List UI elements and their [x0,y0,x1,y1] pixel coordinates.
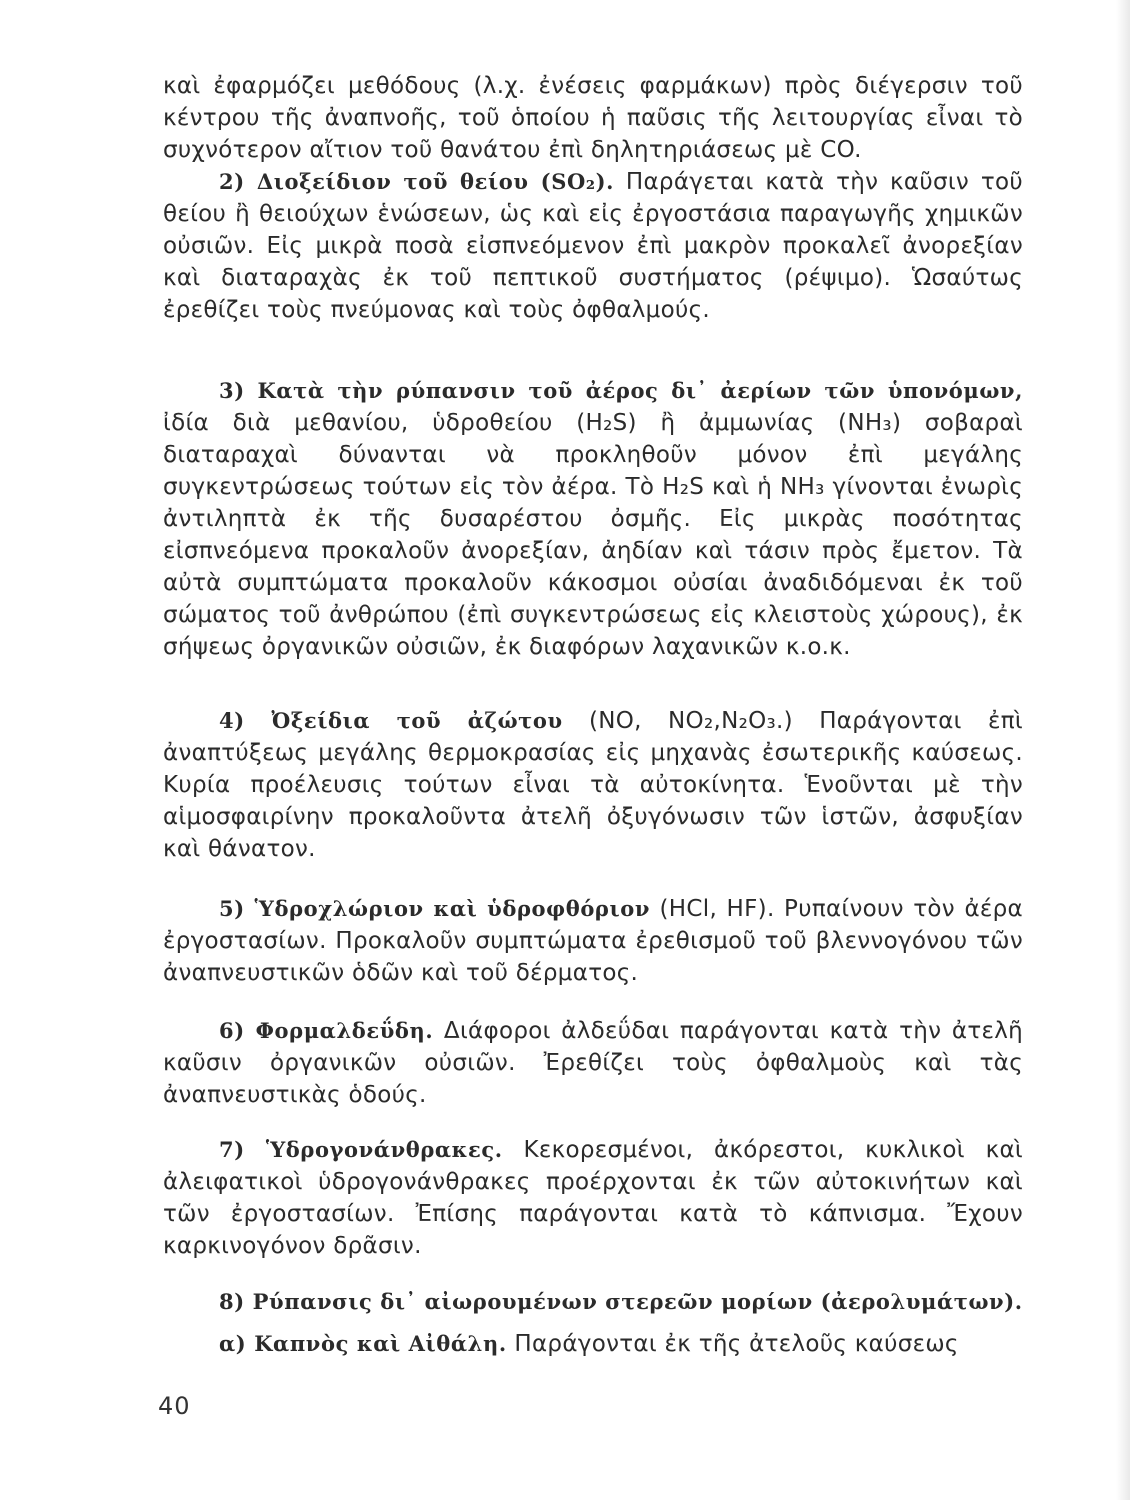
section-8a-paragraph [163,1328,1023,1360]
section-3-heading: 3) Κατὰ τὴν ρύπανσιν τοῦ ἀέρος δι᾽ ἀερίων τῶν ὑπονόμων, [219,378,1023,403]
intro-paragraph [163,70,1023,166]
section-8-heading: 8) Ρύπανσις δι᾽ αἰωρουμένων στερεῶν μορίων (ἀερολυμάτων). [219,1289,1023,1314]
section-7-heading: 7) Ὑδρογονάνθρακες. [219,1137,503,1162]
section-8-paragraph [163,1286,1023,1318]
section-6-heading: 6) Φορμαλδεΰδη. [219,1018,434,1043]
section-3-text: ἰδία διὰ μεθανίου, ὑδροθείου (H₂S) ἢ ἀμμωνίας (NH₃) σοβαραὶ διαταραχαὶ δύνανται νὰ προκληθοῦν μόνον ἐπὶ μεγάλης συγκεντρώσεως τούτων εἰς τὸν ἀέρα. Τὸ H₂S καὶ ἡ NH₃ γίνονται ἐνωρὶς ἀντιληπτὰ ἐκ τῆς δυσαρέστου ὀσμῆς. Εἰς μικρὰς ποσότητας εἰσπνεόμενα προκαλοῦν ἀνορεξίαν, ἀηδίαν καὶ τάσιν πρὸς ἔμετον. Τὰ αὐτὰ συμπτώματα προκαλοῦν κάκοσμοι οὐσίαι ἀναδιδόμεναι ἐκ τοῦ σώματος τοῦ ἀνθρώπου (ἐπὶ συγκεντρώσεως εἰς κλειστοὺς χώρους), ἐκ σήψεως ὀργανικῶν οὐσιῶν, ἐκ διαφόρων λαχανικῶν κ.ο.κ. [163,410,1023,660]
section-5-heading: 5) Ὑδροχλώριον καὶ ὑδροφθόριον [219,896,651,921]
section-2-text: Παράγεται κατὰ τὴν καῦσιν τοῦ θείου ἢ θειούχων ἑνώσεων, ὡς καὶ εἰς ἐργοστάσια παραγωγῆς χημικῶν οὐσιῶν. Εἰς μικρὰ ποσὰ εἰσπνεόμενον ἐπὶ μακρὸν προκαλεῖ ἀνορεξίαν καὶ διαταραχὰς ἐκ τοῦ πεπτικοῦ συστήματος (ρέψιμο). Ὡσαύτως ἐρεθίζει τοὺς πνεύμονας καὶ τοὺς ὀφθαλμούς. [163,169,1023,323]
section-4-text: (NO, NO₂,N₂O₃.) Παράγονται ἐπὶ ἀναπτύξεως μεγάλης θερμοκρασίας εἰς μηχανὰς ἐσωτερικῆς καύσεως. Κυρία προέλευσις τούτων εἶναι τὰ αὐτοκίνητα. Ἑνοῦνται μὲ τὴν αἱμοσφαιρίνην προκαλοῦντα ἀτελῆ ὀξυγόνωσιν τῶν ἱστῶν, ἀσφυξίαν καὶ θάνατον. [163,708,1023,862]
page-number: 40 [158,1392,191,1420]
section-3-paragraph [163,375,1023,663]
intro-text: καὶ ἐφαρμόζει μεθόδους (λ.χ. ἐνέσεις φαρμάκων) πρὸς διέγερσιν τοῦ κέντρου τῆς ἀναπνοῆς, τοῦ ὁποίου ἡ παῦσις τῆς λειτουργίας εἶναι τὸ συχνότερον αἴτιον τοῦ θανάτου ἐπὶ δηλητηριάσεως μὲ CO. [163,73,1023,163]
section-6-paragraph [163,1015,1023,1111]
section-5-paragraph [163,893,1023,989]
section-8a-text: Παράγονται ἐκ τῆς ἀτελοῦς καύσεως [506,1331,959,1357]
section-2-paragraph [163,166,1023,326]
section-6-text: Διάφοροι ἀλδεΰδαι παράγονται κατὰ τὴν ἀτελῆ καῦσιν ὀργανικῶν οὐσιῶν. Ἐρεθίζει τοὺς ὀφθαλμοὺς καὶ τὰς ἀναπνευστικὰς ὁδούς. [163,1018,1024,1108]
section-4-heading: 4) Ὀξείδια τοῦ ἀζώτου [219,708,563,733]
section-2-heading: 2) Διοξείδιον τοῦ θείου (SO₂). [219,169,615,194]
section-7-paragraph [163,1134,1023,1262]
page-edge-shadow [1116,0,1130,1500]
section-7-text: Κεκορεσμένοι, ἀκόρεστοι, κυκλικοὶ καὶ ἀλειφατικοὶ ὑδρογονάνθρακες προέρχονται ἐκ τῶν αὐτοκινήτων καὶ τῶν ἐργοστασίων. Ἐπίσης παράγονται κατὰ τὸ κάπνισμα. Ἔχουν καρκινογόνον δρᾶσιν. [163,1137,1023,1259]
section-5-text: (HCl, HF). Ρυπαίνουν τὸν ἀέρα ἐργοστασίων. Προκαλοῦν συμπτώματα ἐρεθισμοῦ τοῦ βλεννογόνου τῶν ἀναπνευστικῶν ὁδῶν καὶ τοῦ δέρματος. [163,896,1023,986]
section-4-paragraph [163,705,1023,865]
section-8a-heading: α) Καπνὸς καὶ Αἰθάλη. [219,1331,507,1356]
